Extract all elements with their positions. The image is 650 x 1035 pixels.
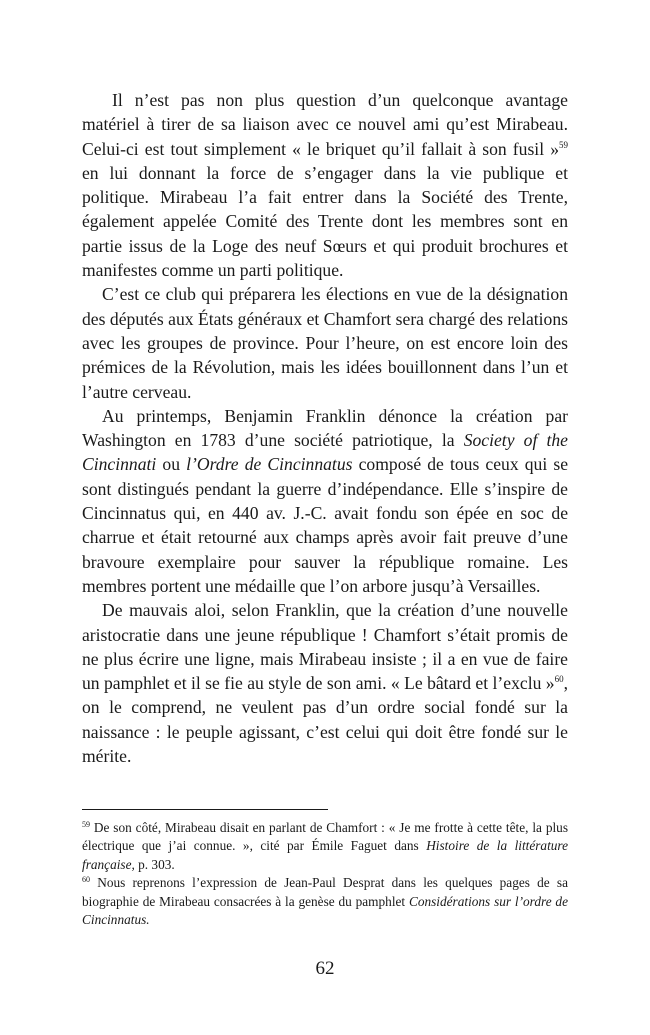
footnote-text: p. 303. (134, 856, 175, 872)
footnote-separator (82, 809, 328, 810)
footnote-marker: 60 (82, 875, 90, 885)
paragraph (82, 598, 568, 768)
footnote-ref-60[interactable]: 60 (554, 674, 564, 685)
paragraph (82, 88, 568, 282)
footnote-marker: 59 (82, 820, 90, 829)
footnote-text: Nous reprenons l’expression de Jean-Paul Desprat dans les quelques pages de sa biographie de Mirabeau consacrées à la genèse du pamphlet (82, 875, 568, 909)
text-run: Au printemps, Benjamin Franklin dénonce la création par Washington en 1783 d’une société patriotique, la (82, 405, 568, 451)
text-run: C’est ce club qui préparera les élections en vue de la désignation des députés aux États généraux et Chamfort sera chargé des relations avec les groupes de province. Pour l’heure, on est encore loin des prémices de la Révolution, mais les idées bouillonnent dans l’un et l’autre cerveau. (82, 284, 568, 402)
footnote-60 (82, 874, 568, 929)
paragraph (82, 404, 568, 598)
text-run: , on le comprend, ne veulent pas d’un ordre social fondé sur la naissance : le peuple agissant, c’est celui qui doit être fondé sur le mérite. (82, 673, 568, 767)
footnotes (82, 819, 568, 929)
body-text (82, 88, 568, 768)
italic-title: Considérations sur l’ordre de Cincinnatus. (82, 893, 568, 928)
paragraph (82, 282, 568, 403)
text-run: Il n’est pas non plus question d’un quelconque avantage matériel à tirer de sa liaison avec ce nouvel ami qu’est Mirabeau. Celui-ci est tout simplement « le briquet qu’il fallait à son fusil » (82, 90, 568, 159)
text-run: composé de tous ceux qui se sont distingués pendant la guerre d’indépendance. Elle s’inspire de Cincinnatus qui, en 440 av. J.-C. avait fondu son épée en soc de charrue et était retourné aux champs après avoir fait preuve d’une bravoure exemplaire pour sauver la république romaine. Les membres portent une médaille que l’on arbore jusqu’à Versailles. (82, 454, 569, 596)
italic-title: Society of the Cincinnati (82, 430, 568, 475)
footnote-ref-59[interactable]: 59 (559, 139, 568, 150)
text-run: en lui donnant la force de s’engager dans la vie publique et politique. Mirabeau l’a fait entrer dans la Société des Trente, également appelée Comité des Trente dont les membres sont en partie issus de la Loge des neuf Sœurs et qui produit brochures et manifestes comme un parti politique. (82, 162, 568, 281)
italic-title: l’Ordre de Cincinnatus (186, 454, 353, 475)
footnote-text: De son côté, Mirabeau disait en parlant de Chamfort : « Je me frotte à cette tête, la plus électrique que j’ai connue. », cité par Émile Faguet dans (82, 820, 568, 854)
italic-title: Histoire de la littérature française, (82, 838, 568, 872)
page-number: 62 (315, 958, 335, 979)
text-run: De mauvais aloi, selon Franklin, que la création d’une nouvelle aristocratie dans une jeune république ! Chamfort s’était promis de ne plus écrire une ligne, mais Mirabeau insiste ; il a en vue de faire un pamphlet et il se fie au style de son ami. « Le bâtard et l’exclu » (82, 600, 568, 694)
text-run: ou (156, 454, 187, 475)
footnote-59 (82, 819, 568, 874)
page-body (82, 88, 568, 768)
